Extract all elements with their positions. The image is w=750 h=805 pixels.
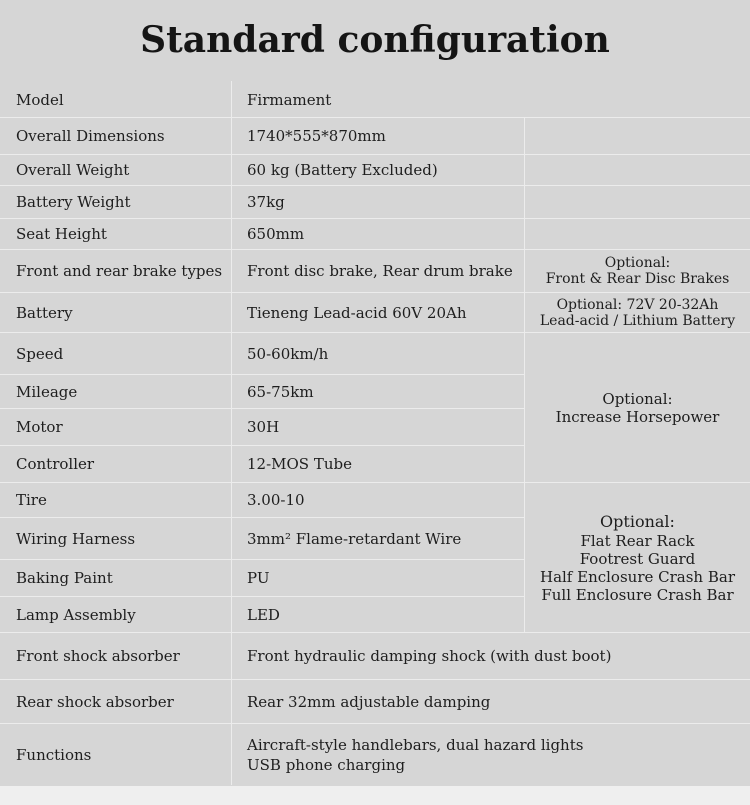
empty-note-cell: [525, 186, 750, 219]
table-row: [1, 250, 750, 293]
empty-note-cell: [525, 118, 750, 155]
row-value: Rear 32mm adjustable damping: [232, 680, 750, 724]
row-label: Front shock absorber: [1, 633, 232, 680]
row-label: Functions: [1, 724, 232, 786]
note-line: Full Enclosure Crash Bar: [541, 585, 734, 604]
note-line: Lead-acid / Lithium Battery: [539, 312, 736, 329]
function-line: Aircraft-style handlebars, dual hazard lights: [247, 735, 584, 754]
row-value: Front hydraulic damping shock (with dust boot): [232, 633, 750, 680]
row-label: Controller: [1, 446, 232, 483]
spec-table: [0, 81, 750, 786]
row-label: Overall Dimensions: [1, 118, 232, 155]
note-line: Optional:: [600, 511, 675, 531]
table-row: [1, 333, 750, 375]
note-line: Optional:: [604, 255, 671, 271]
row-value: 12-MOS Tube: [232, 446, 525, 483]
table-row: [1, 118, 750, 155]
row-label: Mileage: [1, 375, 232, 409]
note-line: Flat Rear Rack: [580, 531, 695, 550]
row-value: 3.00-10: [232, 483, 525, 518]
row-label: Battery: [1, 293, 232, 333]
row-label: Front and rear brake types: [1, 250, 232, 293]
accessory-option-note: [525, 483, 750, 633]
row-value: LED: [232, 597, 525, 633]
note-line: Optional: 72V 20-32Ah: [556, 296, 719, 313]
table-row: [1, 293, 750, 333]
table-row: [1, 724, 750, 786]
note-line: Front & Rear Disc Brakes: [545, 271, 730, 287]
row-value: Front disc brake, Rear drum brake: [232, 250, 525, 293]
row-label: Overall Weight: [1, 155, 232, 186]
row-label: Lamp Assembly: [1, 597, 232, 633]
table-row: [1, 633, 750, 680]
empty-note-cell: [525, 155, 750, 186]
row-value: 60 kg (Battery Excluded): [232, 155, 525, 186]
row-value: PU: [232, 560, 525, 597]
row-value: 650mm: [232, 219, 525, 250]
row-label: Battery Weight: [1, 186, 232, 219]
row-label: Motor: [1, 409, 232, 446]
row-label: Baking Paint: [1, 560, 232, 597]
table-row: [1, 155, 750, 186]
row-value: 37kg: [232, 186, 525, 219]
row-value: Tieneng Lead-acid 60V 20Ah: [232, 293, 525, 333]
note-line: Increase Horsepower: [555, 407, 720, 426]
row-value: [232, 724, 750, 786]
table-row: [1, 483, 750, 518]
row-value: 50-60km/h: [232, 333, 525, 375]
table-row: [1, 219, 750, 250]
row-value: 65-75km: [232, 375, 525, 409]
row-label: Tire: [1, 483, 232, 518]
table-row: [1, 186, 750, 219]
row-label: Seat Height: [1, 219, 232, 250]
function-line: USB phone charging: [247, 755, 406, 774]
row-value: 30H: [232, 409, 525, 446]
row-label: Wiring Harness: [1, 518, 232, 560]
battery-option-note: [525, 293, 750, 333]
table-row: [1, 680, 750, 724]
row-label: Model: [1, 82, 232, 118]
row-label: Speed: [1, 333, 232, 375]
note-line: Optional:: [602, 389, 673, 408]
page-title: Standard configuration: [140, 19, 610, 61]
empty-note-cell: [525, 219, 750, 250]
table-row: [1, 82, 750, 118]
power-option-note: [525, 333, 750, 483]
row-value: Firmament: [232, 82, 750, 118]
brake-option-note: [525, 250, 750, 293]
row-value: 1740*555*870mm: [232, 118, 525, 155]
row-label: Rear shock absorber: [1, 680, 232, 724]
note-line: Footrest Guard: [579, 549, 696, 568]
row-value: 3mm² Flame-retardant Wire: [232, 518, 525, 560]
note-line: Half Enclosure Crash Bar: [539, 567, 735, 586]
